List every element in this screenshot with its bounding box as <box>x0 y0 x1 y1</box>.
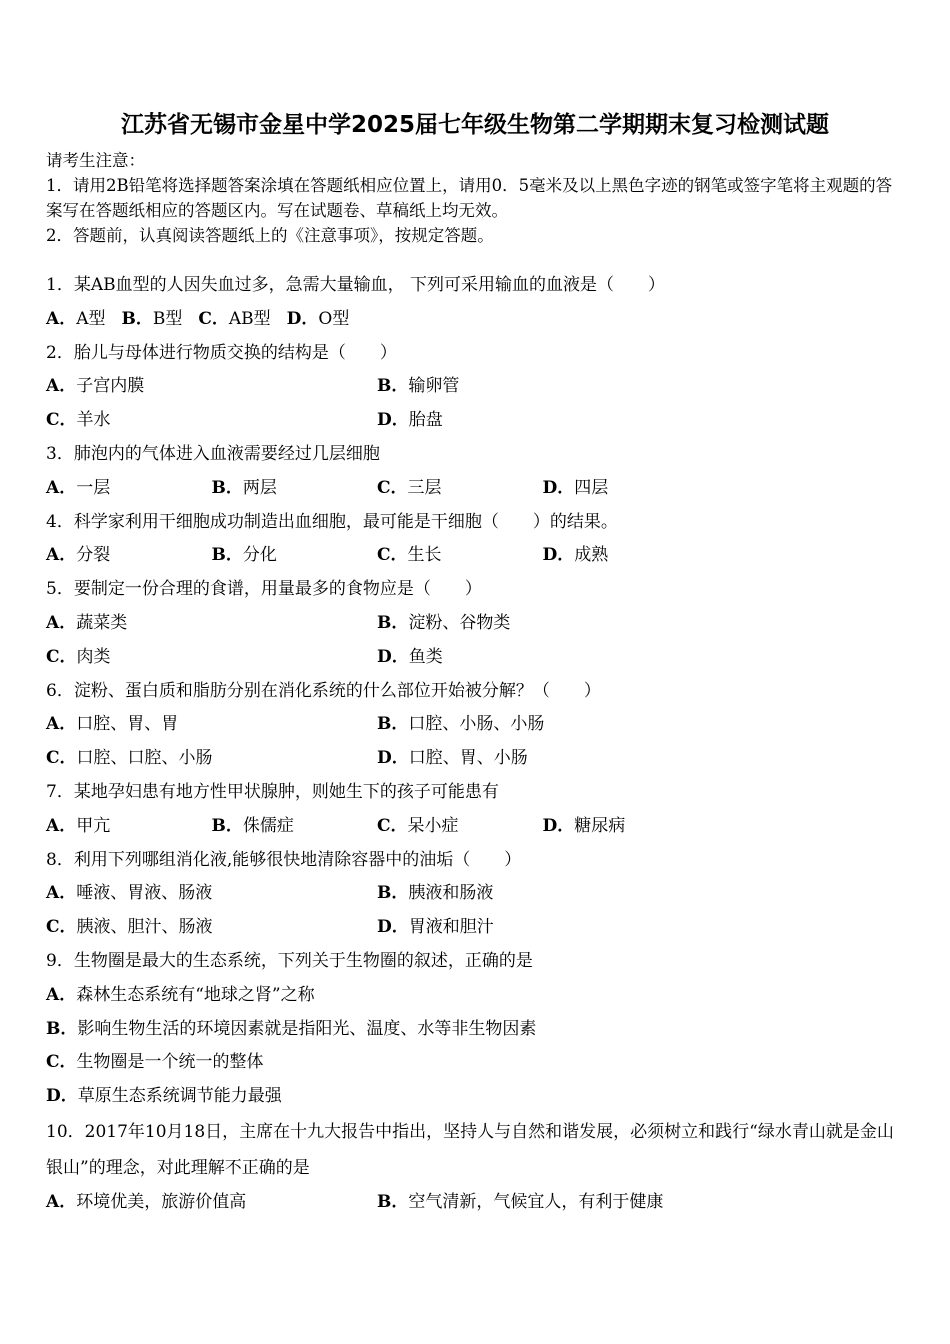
option-d <box>377 404 708 438</box>
option-b <box>212 810 378 844</box>
option-label: B． <box>121 308 153 329</box>
option-label: B． <box>377 1191 409 1212</box>
option-group <box>46 472 904 506</box>
option-label: D． <box>377 410 409 431</box>
option-label: C． <box>46 748 77 769</box>
option-text: 分裂 <box>76 545 111 566</box>
option-group <box>46 877 904 945</box>
option-d <box>543 472 709 506</box>
option-text: 口腔、胃、胃 <box>76 714 179 735</box>
option-group <box>46 539 904 573</box>
option-d <box>377 742 708 776</box>
option-label: A． <box>46 545 77 566</box>
page-title: 江苏省无锡市金星中学2025届七年级生物第二学期期末复习检测试题 <box>120 112 829 138</box>
question-number: 10． <box>46 1121 85 1142</box>
option-label: D． <box>377 748 409 769</box>
option-text: 环境优美，旅游价值高 <box>76 1191 247 1212</box>
question-number: 5． <box>46 579 74 600</box>
question-text: 胎儿与母体进行物质交换的结构是（ ） <box>73 342 397 363</box>
option-group <box>46 708 904 776</box>
option-label: D． <box>542 545 575 566</box>
option-text: 三层 <box>407 477 442 498</box>
option-c <box>198 303 270 337</box>
option-label: C． <box>377 477 408 498</box>
option-group <box>46 810 904 844</box>
option-text: 一层 <box>76 477 111 498</box>
option-label: B． <box>211 815 243 836</box>
option-label: D． <box>377 646 409 667</box>
option-text: 输卵管 <box>408 376 460 397</box>
option-text: O型 <box>318 308 350 329</box>
question-stem <box>46 573 904 607</box>
option-b <box>212 472 378 506</box>
question-stem <box>46 675 904 709</box>
question-stem <box>46 776 904 810</box>
option-label: B． <box>377 376 409 397</box>
option-a <box>46 303 105 337</box>
option-label: B． <box>46 1018 78 1039</box>
question-7 <box>46 776 904 844</box>
option-b <box>377 708 708 742</box>
option-text: 森林生态系统有“地球之肾”之称 <box>76 984 315 1005</box>
option-d <box>46 1080 904 1114</box>
option-text: 口腔、小肠、小肠 <box>408 714 545 735</box>
option-text: 甲亢 <box>76 815 111 836</box>
option-label: A． <box>46 815 77 836</box>
question-1 <box>46 269 904 337</box>
option-a <box>46 1186 377 1220</box>
option-a <box>46 370 377 404</box>
option-label: A． <box>46 984 77 1005</box>
option-a <box>46 539 212 573</box>
option-label: D． <box>286 308 319 329</box>
question-5 <box>46 573 904 674</box>
option-text: 口腔、胃、小肠 <box>408 748 528 769</box>
option-label: C． <box>46 646 77 667</box>
option-text: 胰液和肠液 <box>408 883 494 904</box>
option-text: 呆小症 <box>407 815 459 836</box>
question-text: 要制定一份合理的食谱，用量最多的食物应是（ ） <box>73 579 482 600</box>
option-d <box>377 641 708 675</box>
option-text: 成熟 <box>574 545 609 566</box>
option-label: B． <box>377 714 409 735</box>
option-text: 唾液、胃液、肠液 <box>76 883 213 904</box>
option-group <box>46 607 904 675</box>
question-number: 4． <box>46 511 74 532</box>
option-text: 侏儒症 <box>242 815 294 836</box>
question-number: 7． <box>46 781 74 802</box>
option-label: D． <box>542 815 575 836</box>
question-stem <box>46 1114 904 1186</box>
option-text: AB型 <box>228 308 271 329</box>
option-text: 生物圈是一个统一的整体 <box>76 1052 264 1073</box>
option-text: 蔬菜类 <box>76 612 128 633</box>
notice-item-1: 1．请用2B铅笔将选择题答案涂填在答题纸相应位置上，请用0．5毫米及以上黑色字迹的钢笔或签字笔将主观题的答案写在答题纸相应的答题区内。写在试题卷、草稿纸上均无效。 <box>46 176 893 220</box>
option-text: B型 <box>152 308 183 329</box>
option-label: D． <box>46 1086 78 1107</box>
option-text: 淀粉、谷物类 <box>408 612 511 633</box>
option-label: C． <box>377 815 408 836</box>
question-number: 3． <box>46 443 74 464</box>
question-text: 某地孕妇患有地方性甲状腺肿，则她生下的孩子可能患有 <box>73 781 499 802</box>
question-text: 淀粉、蛋白质和脂肪分别在消化系统的什么部位开始被分解？（ ） <box>73 680 601 701</box>
question-stem <box>46 337 904 371</box>
question-4 <box>46 506 904 574</box>
question-number: 2． <box>46 342 74 363</box>
question-text: 利用下列哪组消化液,能够很快地清除容器中的油垢（ ） <box>73 849 522 870</box>
option-text: 生长 <box>407 545 442 566</box>
question-text: 肺泡内的气体进入血液需要经过几层细胞 <box>73 443 380 464</box>
option-b <box>377 607 708 641</box>
option-b <box>377 877 708 911</box>
option-c <box>46 1046 904 1080</box>
option-c <box>377 810 543 844</box>
option-d <box>543 810 709 844</box>
option-label: C． <box>46 1052 77 1073</box>
question-number: 8． <box>46 849 74 870</box>
option-label: A． <box>46 883 77 904</box>
option-d <box>543 539 709 573</box>
notice-item-2: 2．答题前，认真阅读答题纸上的《注意事项》，按规定答题。 <box>46 226 494 245</box>
option-label: A． <box>46 376 77 397</box>
option-text: 草原生态系统调节能力最强 <box>77 1086 282 1107</box>
option-d <box>377 911 708 945</box>
question-list <box>46 269 904 1220</box>
option-text: 胃液和胆汁 <box>408 917 494 938</box>
question-8 <box>46 844 904 945</box>
option-text: 子宫内膜 <box>76 376 145 397</box>
option-text: 分化 <box>242 545 277 566</box>
question-number: 6． <box>46 680 74 701</box>
question-number: 1． <box>46 275 74 295</box>
option-c <box>46 404 377 438</box>
option-group <box>46 370 904 438</box>
option-c <box>46 911 377 945</box>
option-label: A． <box>46 1191 77 1212</box>
option-group <box>46 979 904 1114</box>
option-a <box>46 472 212 506</box>
option-c <box>46 641 377 675</box>
question-stem <box>46 945 904 979</box>
option-text: 影响生物生活的环境因素就是指阳光、温度、水等非生物因素 <box>77 1018 537 1039</box>
option-label: C． <box>377 545 408 566</box>
option-text: 糖尿病 <box>574 815 626 836</box>
option-label: B． <box>211 477 243 498</box>
notice-section <box>46 148 902 248</box>
question-text: 2017年10月18日，主席在十九大报告中指出，坚持人与自然和谐发展，必须树立和践行“绿水青山就是金山银山”的理念，对此理解不正确的是 <box>46 1121 894 1178</box>
option-text: 四层 <box>574 477 609 498</box>
question-6 <box>46 675 904 776</box>
option-b <box>121 303 182 337</box>
option-label: D． <box>377 917 409 938</box>
option-a <box>46 877 377 911</box>
option-text: 鱼类 <box>408 646 443 667</box>
option-a <box>46 979 904 1013</box>
option-text: 肉类 <box>76 646 111 667</box>
option-label: C． <box>46 410 77 431</box>
question-3 <box>46 438 904 506</box>
option-c <box>377 472 543 506</box>
option-d <box>287 303 350 337</box>
option-label: A． <box>46 714 77 735</box>
option-b <box>377 1186 708 1220</box>
option-label: D． <box>542 477 575 498</box>
notice-heading: 请考生注意： <box>46 151 145 170</box>
question-stem <box>46 438 904 472</box>
option-label: A． <box>46 612 77 633</box>
option-b <box>46 1013 904 1047</box>
option-label: B． <box>377 883 409 904</box>
option-label: C． <box>46 917 77 938</box>
option-text: 羊水 <box>76 410 111 431</box>
option-b <box>377 370 708 404</box>
option-a <box>46 607 377 641</box>
option-group <box>46 1186 904 1220</box>
option-label: B． <box>377 612 409 633</box>
question-number: 9． <box>46 950 74 971</box>
question-stem <box>46 269 904 303</box>
question-10 <box>46 1114 904 1220</box>
option-text: 空气清新，气候宜人，有利于健康 <box>408 1191 664 1212</box>
option-label: B． <box>211 545 243 566</box>
option-b <box>212 539 378 573</box>
question-text: 某AB血型的人因失血过多，急需大量输血， 下列可采用输血的血液是（ ） <box>73 275 665 295</box>
option-label: A． <box>46 477 77 498</box>
option-a <box>46 708 377 742</box>
question-9 <box>46 945 904 1114</box>
option-text: 胰液、胆汁、肠液 <box>76 917 213 938</box>
option-c <box>377 539 543 573</box>
question-stem <box>46 506 904 540</box>
question-2 <box>46 337 904 438</box>
question-stem <box>46 844 904 878</box>
question-text: 生物圈是最大的生态系统，下列关于生物圈的叙述，正确的是 <box>73 950 533 971</box>
question-text: 科学家利用干细胞成功制造出血细胞，最可能是干细胞（ ）的结果。 <box>73 511 618 532</box>
option-label: A． <box>46 308 77 329</box>
option-text: 口腔、口腔、小肠 <box>76 748 213 769</box>
option-label: C． <box>198 308 229 329</box>
option-c <box>46 742 377 776</box>
option-text: 胎盘 <box>408 410 443 431</box>
option-a <box>46 810 212 844</box>
option-text: A型 <box>76 308 106 329</box>
option-text: 两层 <box>242 477 277 498</box>
option-group <box>46 303 904 337</box>
